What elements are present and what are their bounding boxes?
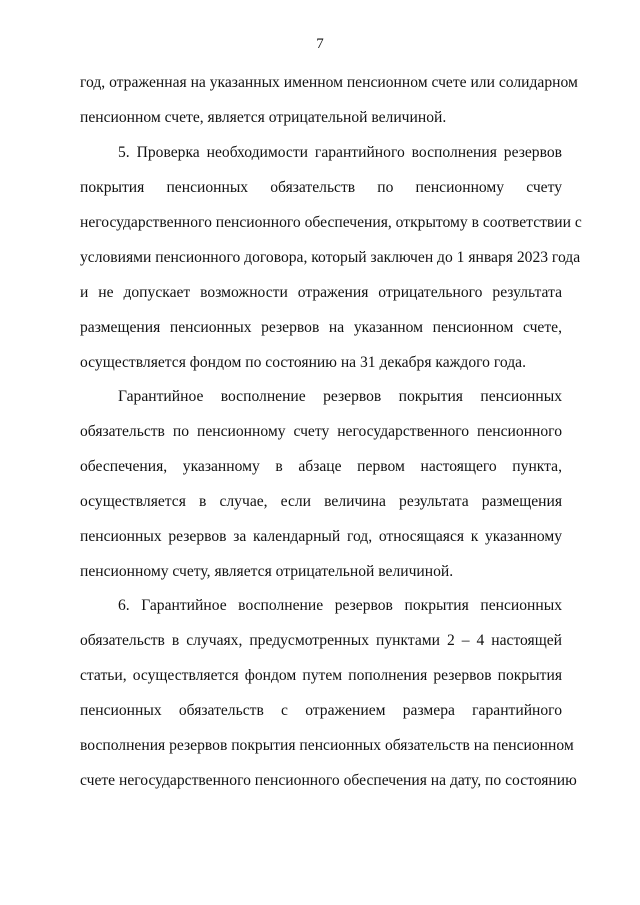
text-line: пенсионном счете, является отрицательной величиной. [80,109,447,126]
text-line: размещения пенсионных резервов на указанном пенсионном счете, [80,319,562,336]
text-line: статьи, осуществляется фондом путем пополнения резервов покрытия [80,667,562,684]
text-line: восполнения резервов покрытия пенсионных обязательств на пенсионном [80,737,574,754]
text-line: обеспечения, указанному в абзаце первом настоящего пункта, [80,458,562,475]
text-line: осуществляется в случае, если величина результата размещения [80,493,562,510]
text-line: обязательств в случаях, предусмотренных пунктами 2 – 4 настоящей [80,632,562,649]
text-line: осуществляется фондом по состоянию на 31 декабря каждого года. [80,354,526,371]
text-line: год, отраженная на указанных именном пенсионном счете или солидарном [80,74,578,91]
paragraph-6-start: 6. Гарантийное восполнение резервов покрытия пенсионных [118,597,562,614]
text-line: пенсионному счету, является отрицательной величиной. [80,563,454,580]
text-line: пенсионных обязательств с отражением размера гарантийного [80,702,562,719]
text-line: покрытия пенсионных обязательств по пенсионному счету [80,179,562,196]
text-line: и не допускает возможности отражения отрицательного результата [80,284,562,301]
text-line: условиями пенсионного договора, который заключен до 1 января 2023 года [80,249,581,266]
text-line: счете негосударственного пенсионного обеспечения на дату, по состоянию [80,772,577,789]
text-line: пенсионных резервов за календарный год, относящаяся к указанному [80,528,562,545]
paragraph-start: Гарантийное восполнение резервов покрытия пенсионных [118,388,562,405]
text-line: обязательств по пенсионному счету негосударственного пенсионного [80,423,562,440]
text-line: негосударственного пенсионного обеспечения, открытому в соответствии с [80,214,582,231]
paragraph-5-start: 5. Проверка необходимости гарантийного восполнения резервов [118,144,562,161]
page-number: 7 [316,36,324,52]
